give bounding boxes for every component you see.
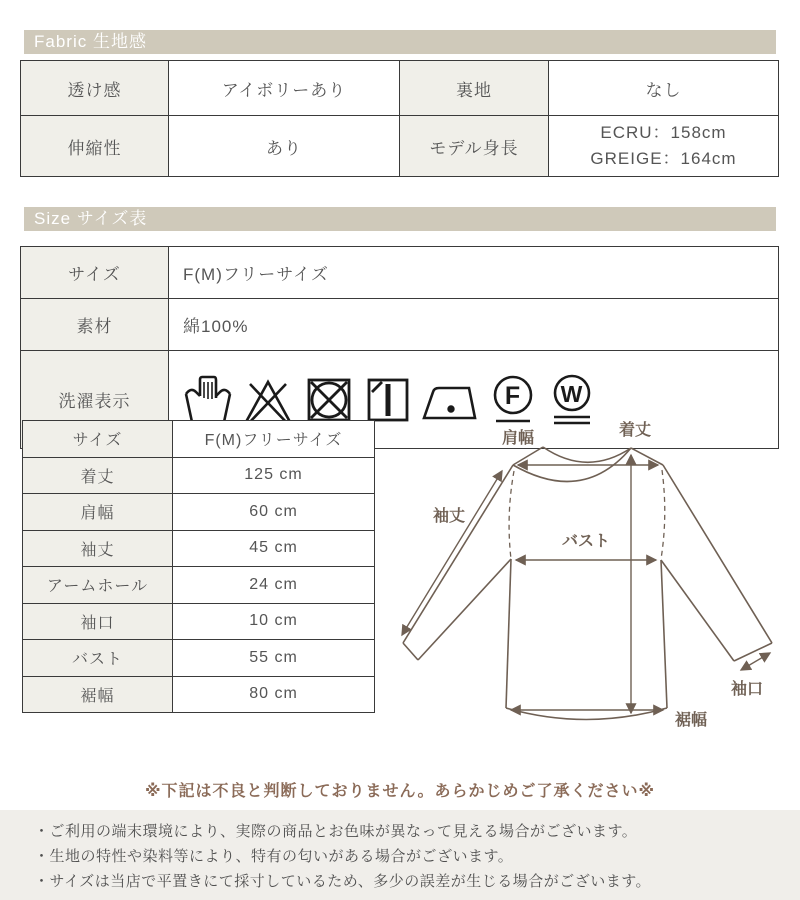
size-section-header (24, 207, 776, 231)
notice-bullet-size-error: ・サイズは当店で平置きにて採寸しているため、多少の誤差が生じる場合がございます。 (34, 873, 652, 890)
measure-label-cuff: 袖口 (23, 603, 173, 640)
hem-label: 裾幅 (674, 712, 708, 729)
length-label: 着丈 (618, 422, 652, 439)
table-row (23, 421, 375, 458)
measure-label-armhole: アームホール (23, 567, 173, 604)
measure-value-shoulder: 60 cm (173, 494, 375, 531)
material-value: 綿100% (169, 299, 779, 351)
fabric-section-header-label: Fabric 生地感 (34, 32, 147, 51)
table-row (23, 457, 375, 494)
garment-measurement-diagram (385, 413, 800, 763)
notice-title: ※下記は不良と判断しておりません。あらかじめご了承ください※ (144, 783, 656, 800)
notice-bullet-color: ・ご利用の端末環境により、実際の商品とお色味が異なって見える場合がございます。 (34, 823, 638, 840)
care-label: 洗濯表示 (21, 351, 169, 449)
notice-bullet-smell: ・生地の特性や染料等により、特有の匂いがある場合がございます。 (34, 848, 514, 865)
measurement-arrows (402, 455, 770, 713)
measure-label-sleeve: 袖丈 (23, 530, 173, 567)
size-label: サイズ (21, 247, 169, 299)
table-row (23, 567, 375, 604)
notice-box (0, 810, 800, 900)
measure-value-sleeve: 45 cm (173, 530, 375, 567)
measure-value-cuff: 10 cm (173, 603, 375, 640)
fabric-label-stretch: 伸縮性 (21, 116, 169, 177)
svg-text:F: F (504, 381, 522, 410)
fabric-value-stretch: あり (169, 116, 400, 177)
svg-text:W: W (560, 380, 584, 407)
measure-header-label: サイズ (23, 421, 173, 458)
size-section-header-label: Size サイズ表 (34, 209, 148, 228)
garment-outline (403, 447, 772, 720)
fabric-label-lining: 裏地 (400, 61, 549, 116)
fabric-value-model-height (549, 116, 779, 177)
fabric-table (20, 60, 779, 177)
measurements-table (22, 420, 375, 713)
table-row (21, 61, 779, 116)
fabric-value-sheerness: アイボリーあり (169, 61, 400, 116)
table-row (23, 676, 375, 713)
cuff-label: 袖口 (730, 681, 764, 698)
measure-header-value: F(M)フリーサイズ (173, 421, 375, 458)
table-row (21, 247, 779, 299)
sleeve-length-arrow (402, 471, 502, 635)
measure-value-bust: 55 cm (173, 640, 375, 677)
fabric-section-header (24, 30, 776, 54)
table-row (21, 116, 779, 177)
table-row (23, 530, 375, 567)
fabric-value-lining: なし (549, 61, 779, 116)
fabric-label-sheerness: 透け感 (21, 61, 169, 116)
size-value: F(M)フリーサイズ (169, 247, 779, 299)
table-row (21, 299, 779, 351)
model-height-ecru: ECRU：158cm (600, 122, 727, 142)
material-label: 素材 (21, 299, 169, 351)
table-row (23, 494, 375, 531)
table-row (23, 640, 375, 677)
shoulder-label: 肩幅 (501, 430, 535, 447)
table-row (23, 603, 375, 640)
model-height-greige: GREIGE：164cm (590, 149, 737, 168)
sleeve-label: 袖丈 (432, 508, 466, 525)
bust-label: バスト (561, 533, 611, 550)
measure-label-length: 着丈 (23, 457, 173, 494)
measure-value-length: 125 cm (173, 457, 375, 494)
measure-value-hem: 80 cm (173, 676, 375, 713)
measure-label-shoulder: 肩幅 (23, 494, 173, 531)
measure-value-armhole: 24 cm (173, 567, 375, 604)
measure-label-hem: 裾幅 (23, 676, 173, 713)
measure-label-bust: バスト (23, 640, 173, 677)
fabric-label-model-height: モデル身長 (400, 116, 549, 177)
diagram-labels (433, 420, 763, 729)
